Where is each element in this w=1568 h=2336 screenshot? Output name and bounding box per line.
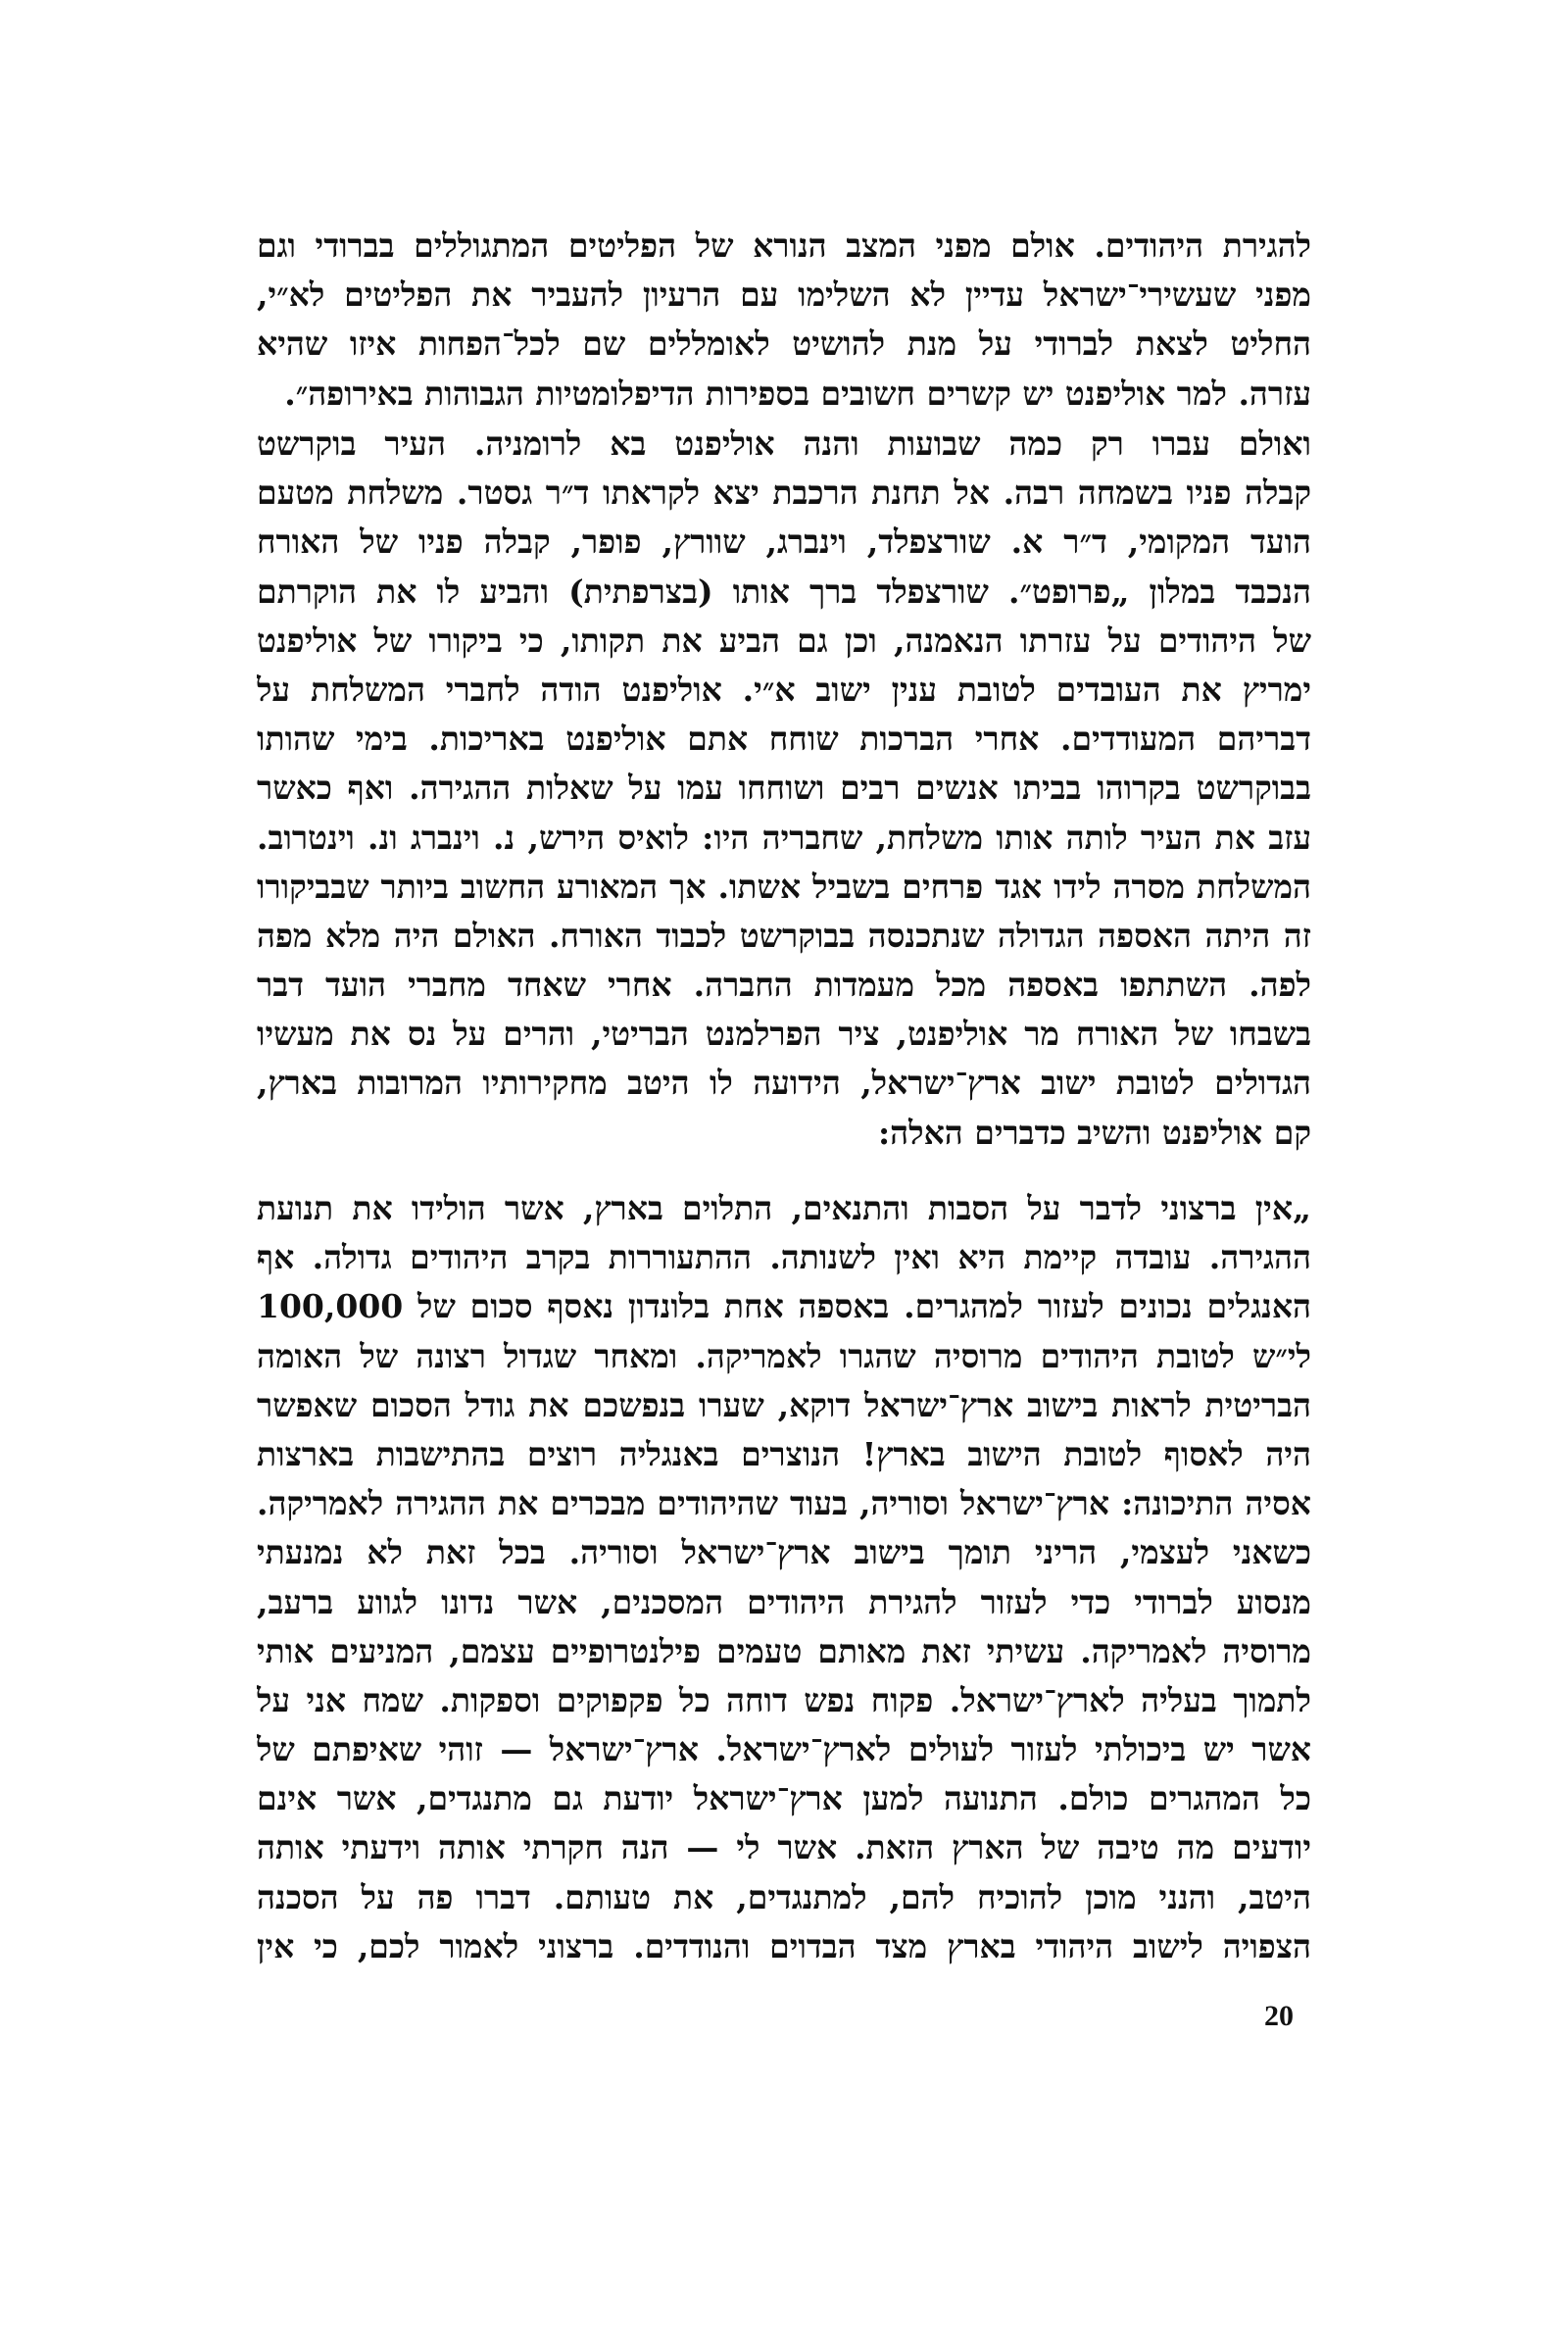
- text-line: אשר יש ביכולתי לעזור לעולים לארץ־ישראל. ארץ־ישראל — זוהי שאיפתם של: [257, 1730, 1311, 1769]
- text-line: לפה. השתתפו באספה מכל מעמדות החברה. אחרי שאחד מחברי הועד דבר: [257, 966, 1311, 1005]
- text-line: הנכבד במלון „פרופט״. שורצפלד ברך אותו (בצרפתית) והביע לו את הוקרתם: [257, 572, 1311, 611]
- paragraph-3: [257, 1184, 1311, 1971]
- text-line: מפני שעשירי־ישראל עדיין לא השלימו עם הרעיון להעביר את הפליטים לא״י,: [257, 275, 1311, 315]
- text-line: הגדולים לטובת ישוב ארץ־ישראל, הידועה לו היטב מחקירותיו המרובות בארץ,: [257, 1064, 1311, 1103]
- text-line: מנסוע לברודי כדי לעזור להגירת היהודים המסכנים, אשר נדונו לגווע ברעב,: [257, 1582, 1311, 1621]
- text-line: הבריטית לראות בישוב ארץ־ישראל דוקא, שערו בנפשכם את גודל הסכום שאפשר: [257, 1385, 1311, 1424]
- text-line: היטב, והנני מוכן להוכיח להם, למתנגדים, את טעותם. דברו פה על הסכנה: [257, 1877, 1311, 1916]
- text-line: ימריץ את העובדים לטובת ענין ישוב א״י. אוליפנט הודה לחברי המשלחת על: [257, 670, 1311, 709]
- text-line: האנגלים נכונים לעזור למהגרים. באספה אחת בלונדון נאסף סכום של 100,000: [257, 1287, 1311, 1326]
- text-line: הצפויה לישוב היהודי בארץ מצד הבדוים והנודדים. ברצוני לאמור לכם, כי אין: [257, 1926, 1311, 1965]
- text-line: יודעים מה טיבה של הארץ הזאת. אשר לי — הנה חקרתי אותה וידעתי אותה: [257, 1828, 1311, 1867]
- text-line: דבריהם המעודדים. אחרי הברכות שוחח אתם אוליפנט באריכות. בימי שהותו: [257, 720, 1311, 759]
- text-line: עזרה. למר אוליפנט יש קשרים חשובים בספירות הדיפלומטיות הגבוהות באירופה״.: [284, 373, 1311, 413]
- text-line: להגירת היהודים. אולם מפני המצב הנורא של הפליטים המתגוללים בברודי וגם: [257, 226, 1311, 265]
- text-line: „אין ברצוני לדבר על הסבות והתנאים, התלוים בארץ, אשר הולידו את תנועת: [257, 1189, 1311, 1227]
- text-line: המשלחת מסרה לידו אגד פרחים בשביל אשתו. אך המאורע החשוב ביותר שבביקורו: [257, 867, 1311, 906]
- text-line: ההגירה. עובדה קיימת היא ואין לשנותה. ההתעוררות בקרב היהודים גדולה. אף: [257, 1238, 1311, 1277]
- text-line: כשאני לעצמי, הריני תומך בישוב ארץ־ישראל וסוריה. בכל זאת לא נמנעתי: [257, 1533, 1311, 1572]
- text-line: קבלה פניו בשמחה רבה. אל תחנת הרכבת יצא לקראתו ד״ר גסטר. משלחת מטעם: [257, 473, 1311, 513]
- paragraph-2: [257, 420, 1311, 1158]
- text-line: לתמוך בעליה לארץ־ישראל. פקוח נפש דוחה כל פקפוקים וספקות. שמח אני על: [257, 1680, 1311, 1719]
- text-line: אסיה התיכונה: ארץ־ישראל וסוריה, בעוד שהיהודים מבכרים את ההגירה לאמריקה.: [257, 1484, 1311, 1523]
- text-line: לי״ש לטובת היהודים מרוסיה שהגרו לאמריקה. ומאחר שגדול רצונה של האומה: [257, 1336, 1311, 1375]
- text-line: זה היתה האספה הגדולה שנתכנסה בבוקרשט לכבוד האורח. האולם היה מלא מפה: [257, 916, 1311, 955]
- paragraph-1: [257, 222, 1311, 419]
- text-line: מרוסיה לאמריקה. עשיתי זאת מאותם טעמים פילנטרופיים עצמם, המניעים אותי: [257, 1631, 1311, 1670]
- text-line: כל המהגרים כולם. התנועה למען ארץ־ישראל יודעת גם מתנגדים, אשר אינם: [257, 1779, 1311, 1818]
- text-line: ואולם עברו רק כמה שבועות והנה אוליפנט בא לרומניה. העיר בוקרשט: [257, 424, 1311, 463]
- text-line: הועד המקומי, ד״ר א. שורצפלד, וינברג, שוורץ, פופר, קבלה פניו של האורח: [257, 522, 1311, 562]
- text-line: עזב את העיר לותה אותו משלחת, שחבריה היו: לואיס הירש, נ. וינברג ונ. וינטרוב.: [257, 818, 1311, 857]
- page-number: 20: [1264, 2000, 1294, 2032]
- text-line: בבוקרשט בקרוהו בביתו אנשים רבים ושוחחו עמו על שאלות ההגירה. ואף כאשר: [257, 769, 1311, 808]
- text-line: החליט לצאת לברודי על מנת להושיט לאומללים שם לכל־הפחות איזו שהיא: [257, 324, 1311, 364]
- text-line: של היהודים על עזרתו הנאמנה, וכן גם הביע את תקותו, כי ביקורו של אוליפנט: [257, 621, 1311, 660]
- text-line: היה לאסוף לטובת הישוב בארץ! הנוצרים באנגליה רוצים בהתישבות בארצות: [257, 1434, 1311, 1473]
- text-line: בשבחו של האורח מר אוליפנט, ציר הפרלמנט הבריטי, והרים על נס את מעשיו: [257, 1015, 1311, 1054]
- text-line: קם אוליפנט והשיב כדברים האלה:: [877, 1113, 1311, 1152]
